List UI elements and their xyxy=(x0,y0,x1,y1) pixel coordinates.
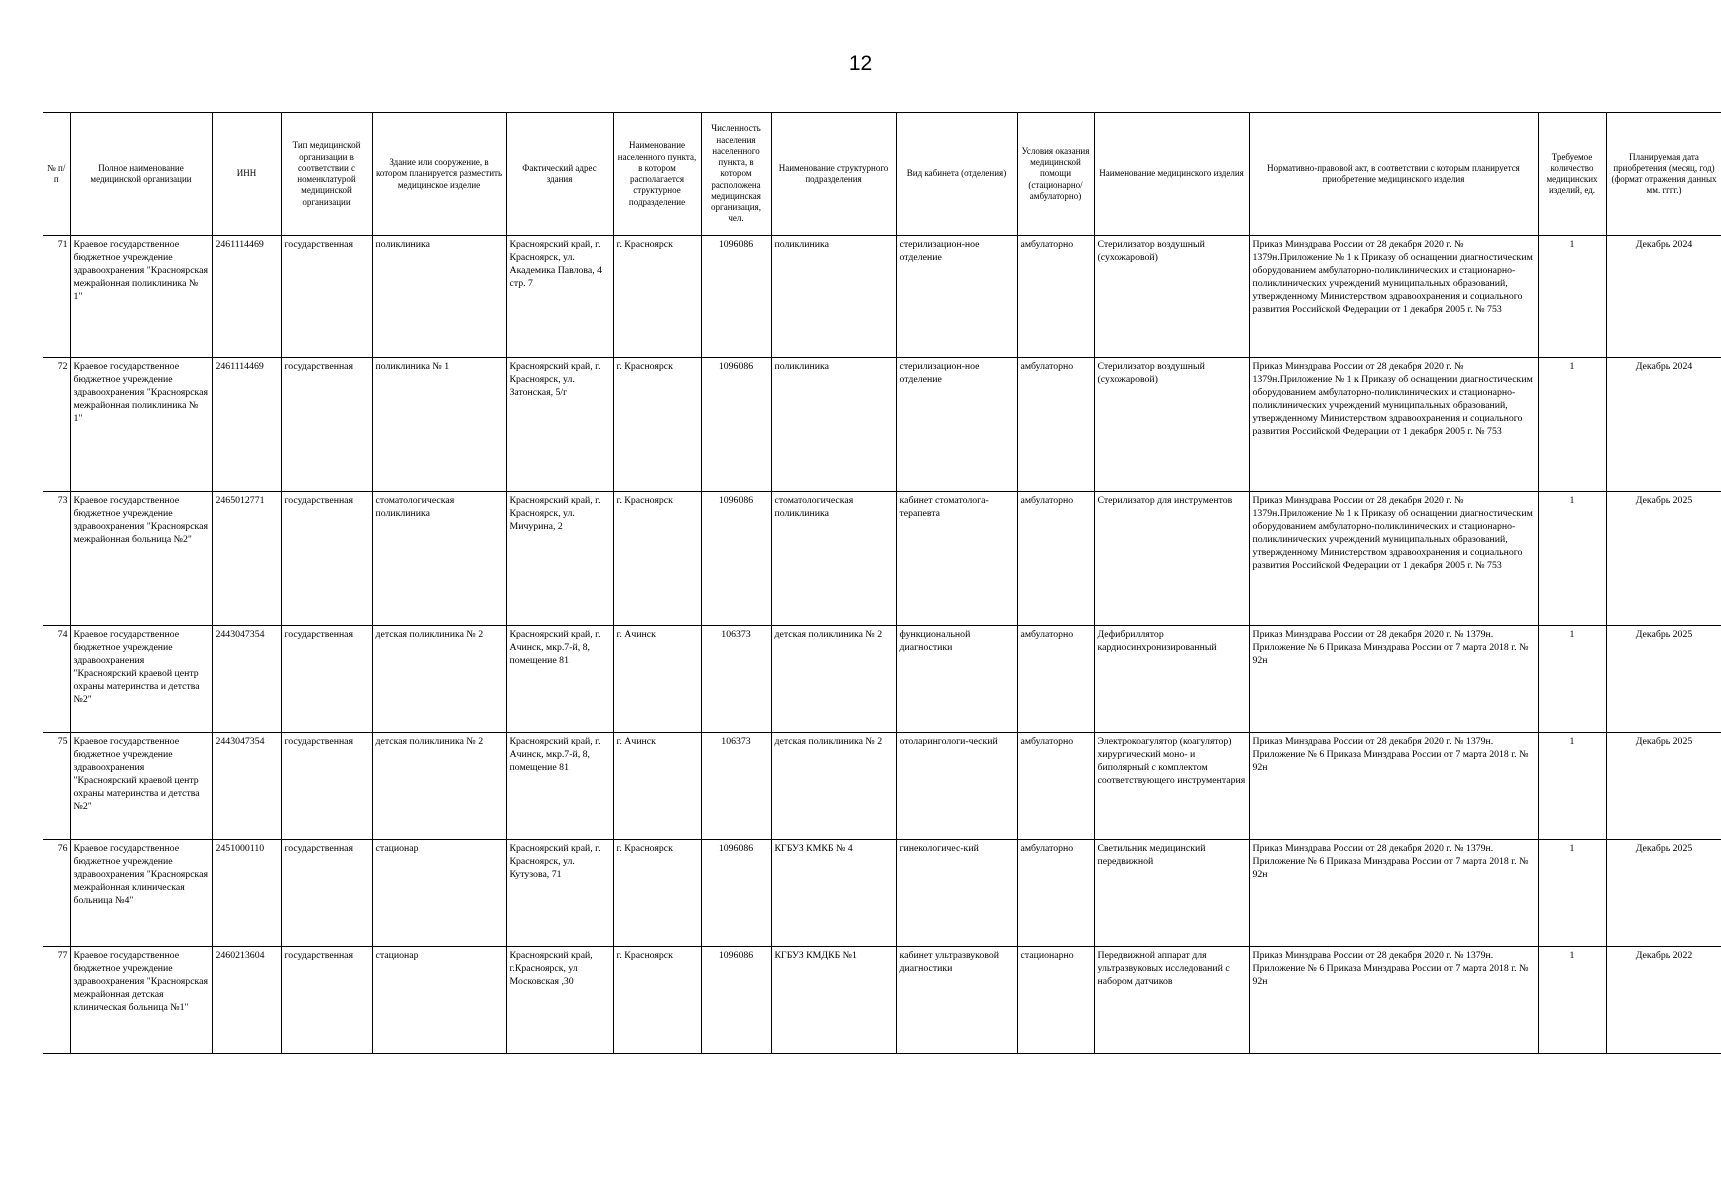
cell-num: 73 xyxy=(43,492,70,626)
table-row xyxy=(43,236,1721,358)
cell-inn: 2461114469 xyxy=(212,236,281,358)
cell-cabinet: гинекологичес-кий xyxy=(896,840,1017,947)
cell-device: Дефибриллятор кардиосинхронизированный xyxy=(1094,626,1249,733)
cell-org: Краевое государственное бюджетное учреждение здравоохранения "Красноярская межрайонная детская клиническая больница №1" xyxy=(70,947,212,1054)
cell-type: государственная xyxy=(281,626,372,733)
cell-inn: 2461114469 xyxy=(212,358,281,492)
cell-org: Краевое государственное бюджетное учреждение здравоохранения "Красноярская межрайонная клиническая больница №4" xyxy=(70,840,212,947)
cell-population: 1096086 xyxy=(701,947,771,1054)
cell-device: Стерилизатор воздушный (сухожаровой) xyxy=(1094,358,1249,492)
cell-qty: 1 xyxy=(1538,358,1606,492)
cell-building: стационар xyxy=(372,840,506,947)
cell-device: Светильник медицинский передвижной xyxy=(1094,840,1249,947)
header-qty: Требуемое количество медицинских изделий, ед. xyxy=(1538,113,1606,236)
table-row xyxy=(43,733,1721,840)
cell-population: 1096086 xyxy=(701,492,771,626)
header-conditions: Условия оказания медицинской помощи (стационарно/ амбулаторно) xyxy=(1017,113,1094,236)
cell-unit: поликлиника xyxy=(771,358,896,492)
cell-cabinet: стерилизацион-ное отделение xyxy=(896,358,1017,492)
cell-num: 71 xyxy=(43,236,70,358)
header-building: Здание или сооружение, в котором планируется разместить медицинское изделие xyxy=(372,113,506,236)
cell-population: 1096086 xyxy=(701,358,771,492)
cell-locality: г. Красноярск xyxy=(613,236,701,358)
cell-conditions: амбулаторно xyxy=(1017,626,1094,733)
cell-qty: 1 xyxy=(1538,947,1606,1054)
cell-type: государственная xyxy=(281,733,372,840)
cell-building: стационар xyxy=(372,947,506,1054)
cell-address: Красноярский край, г. Ачинск, мкр.7-й, 8, помещение 81 xyxy=(506,626,613,733)
cell-qty: 1 xyxy=(1538,840,1606,947)
cell-org: Краевое государственное бюджетное учреждение здравоохранения "Красноярская межрайонная поликлиника № 1" xyxy=(70,236,212,358)
cell-date: Декабрь 2025 xyxy=(1606,733,1721,840)
cell-device: Стерилизатор воздушный (сухожаровой) xyxy=(1094,236,1249,358)
cell-qty: 1 xyxy=(1538,236,1606,358)
header-num: № п/п xyxy=(43,113,70,236)
cell-org: Краевое государственное бюджетное учреждение здравоохранения "Красноярская межрайонная больница №2" xyxy=(70,492,212,626)
page-number: 12 xyxy=(848,52,873,75)
cell-num: 74 xyxy=(43,626,70,733)
header-act: Нормативно-правовой акт, в соответствии с которым планируется приобретение медицинского изделия xyxy=(1249,113,1538,236)
table-row xyxy=(43,626,1721,733)
cell-address: Красноярский край, г. Красноярск, ул. Кутузова, 71 xyxy=(506,840,613,947)
cell-unit: КГБУЗ КМДКБ №1 xyxy=(771,947,896,1054)
cell-population: 1096086 xyxy=(701,236,771,358)
cell-unit: детская поликлиника № 2 xyxy=(771,626,896,733)
cell-locality: г. Ачинск xyxy=(613,733,701,840)
cell-unit: детская поликлиника № 2 xyxy=(771,733,896,840)
cell-conditions: стационарно xyxy=(1017,947,1094,1054)
cell-locality: г. Красноярск xyxy=(613,840,701,947)
cell-inn: 2443047354 xyxy=(212,733,281,840)
table-row xyxy=(43,947,1721,1054)
cell-date: Декабрь 2024 xyxy=(1606,358,1721,492)
cell-conditions: амбулаторно xyxy=(1017,840,1094,947)
cell-building: детская поликлиника № 2 xyxy=(372,626,506,733)
cell-locality: г. Ачинск xyxy=(613,626,701,733)
header-date: Планируемая дата приобретения (месяц, год) (формат отражения данных мм. гггг.) xyxy=(1606,113,1721,236)
cell-conditions: амбулаторно xyxy=(1017,492,1094,626)
header-population: Численность населения населенного пункта, в котором расположена медицинская организация, чел. xyxy=(701,113,771,236)
cell-num: 76 xyxy=(43,840,70,947)
cell-locality: г. Красноярск xyxy=(613,358,701,492)
cell-cabinet: функциональной диагностики xyxy=(896,626,1017,733)
header-type: Тип медицинской организации в соответствии с номенклатурой медицинской организации xyxy=(281,113,372,236)
cell-num: 75 xyxy=(43,733,70,840)
cell-type: государственная xyxy=(281,492,372,626)
cell-building: детская поликлиника № 2 xyxy=(372,733,506,840)
cell-qty: 1 xyxy=(1538,492,1606,626)
cell-address: Красноярский край, г. Красноярск, ул. Академика Павлова, 4 стр. 7 xyxy=(506,236,613,358)
cell-device: Стерилизатор для инструментов xyxy=(1094,492,1249,626)
cell-org: Краевое государственное бюджетное учреждение здравоохранения "Красноярская межрайонная поликлиника № 1" xyxy=(70,358,212,492)
cell-date: Декабрь 2022 xyxy=(1606,947,1721,1054)
cell-act: Приказ Минздрава России от 28 декабря 2020 г. № 1379н. Приложение № 6 Приказа Минздрава России от 7 марта 2018 г. № 92н xyxy=(1249,840,1538,947)
cell-unit: КГБУЗ КМКБ № 4 xyxy=(771,840,896,947)
cell-address: Красноярский край, г.Красноярск, ул Московская ,30 xyxy=(506,947,613,1054)
header-inn: ИНН xyxy=(212,113,281,236)
cell-act: Приказ Минздрава России от 28 декабря 2020 г. № 1379н. Приложение № 6 Приказа Минздрава России от 7 марта 2018 г. № 92н xyxy=(1249,733,1538,840)
header-address: Фактический адрес здания xyxy=(506,113,613,236)
cell-type: государственная xyxy=(281,840,372,947)
cell-type: государственная xyxy=(281,358,372,492)
cell-act: Приказ Минздрава России от 28 декабря 2020 г. № 1379н.Приложение № 1 к Приказу об оснащении диагностическим оборудованием амбулаторно-поликлинических и стационарно-поликлинических учреждений муниципальных образований, утвержденному Министерством здравоохранения и социального развития Российской Федерации от 1 декабря 2005 г. № 753 xyxy=(1249,492,1538,626)
table-row xyxy=(43,840,1721,947)
cell-type: государственная xyxy=(281,947,372,1054)
cell-date: Декабрь 2025 xyxy=(1606,840,1721,947)
cell-act: Приказ Минздрава России от 28 декабря 2020 г. № 1379н.Приложение № 1 к Приказу об оснащении диагностическим оборудованием амбулаторно-поликлинических и стационарно-поликлинических учреждений муниципальных образований, утвержденному Министерством здравоохранения и социального развития Российской Федерации от 1 декабря 2005 г. № 753 xyxy=(1249,358,1538,492)
cell-type: государственная xyxy=(281,236,372,358)
cell-building: поликлиника № 1 xyxy=(372,358,506,492)
cell-cabinet: кабинет ультразвуковой диагностики xyxy=(896,947,1017,1054)
cell-device: Передвижной аппарат для ультразвуковых исследований с набором датчиков xyxy=(1094,947,1249,1054)
cell-org: Краевое государственное бюджетное учреждение здравоохранения "Красноярский краевой центр охраны материнства и детства №2" xyxy=(70,626,212,733)
equipment-table xyxy=(43,112,1721,1054)
cell-cabinet: отоларингологи-ческий xyxy=(896,733,1017,840)
cell-num: 77 xyxy=(43,947,70,1054)
cell-inn: 2465012771 xyxy=(212,492,281,626)
table-header-row xyxy=(43,113,1721,236)
cell-act: Приказ Минздрава России от 28 декабря 2020 г. № 1379н. Приложение № 6 Приказа Минздрава России от 7 марта 2018 г. № 92н xyxy=(1249,947,1538,1054)
cell-date: Декабрь 2025 xyxy=(1606,626,1721,733)
cell-locality: г. Красноярск xyxy=(613,947,701,1054)
cell-date: Декабрь 2025 xyxy=(1606,492,1721,626)
cell-inn: 2460213604 xyxy=(212,947,281,1054)
cell-inn: 2443047354 xyxy=(212,626,281,733)
cell-building: поликлиника xyxy=(372,236,506,358)
cell-act: Приказ Минздрава России от 28 декабря 2020 г. № 1379н. Приложение № 6 Приказа Минздрава России от 7 марта 2018 г. № 92н xyxy=(1249,626,1538,733)
cell-unit: поликлиника xyxy=(771,236,896,358)
header-cabinet: Вид кабинета (отделения) xyxy=(896,113,1017,236)
cell-address: Красноярский край, г. Ачинск, мкр.7-й, 8, помещение 81 xyxy=(506,733,613,840)
header-locality: Наименование населенного пункта, в котором располагается структурное подразделение xyxy=(613,113,701,236)
cell-cabinet: стерилизацион-ное отделение xyxy=(896,236,1017,358)
cell-unit: стоматологическая поликлиника xyxy=(771,492,896,626)
cell-conditions: амбулаторно xyxy=(1017,358,1094,492)
cell-population: 106373 xyxy=(701,733,771,840)
cell-cabinet: кабинет стоматолога-терапевта xyxy=(896,492,1017,626)
cell-building: стоматологическая поликлиника xyxy=(372,492,506,626)
cell-act: Приказ Минздрава России от 28 декабря 2020 г. № 1379н.Приложение № 1 к Приказу об оснащении диагностическим оборудованием амбулаторно-поликлинических и стационарно-поликлинических учреждений муниципальных образований, утвержденному Министерством здравоохранения и социального развития Российской Федерации от 1 декабря 2005 г. № 753 xyxy=(1249,236,1538,358)
header-unit: Наименование структурного подразделения xyxy=(771,113,896,236)
cell-qty: 1 xyxy=(1538,626,1606,733)
cell-inn: 2451000110 xyxy=(212,840,281,947)
header-device: Наименование медицинского изделия xyxy=(1094,113,1249,236)
cell-address: Красноярский край, г. Красноярск, ул. Мичурина, 2 xyxy=(506,492,613,626)
cell-conditions: амбулаторно xyxy=(1017,236,1094,358)
header-org: Полное наименование медицинской организации xyxy=(70,113,212,236)
cell-address: Красноярский край, г. Красноярск, ул. Затонская, 5/г xyxy=(506,358,613,492)
cell-conditions: амбулаторно xyxy=(1017,733,1094,840)
cell-date: Декабрь 2024 xyxy=(1606,236,1721,358)
table-row xyxy=(43,492,1721,626)
table-row xyxy=(43,358,1721,492)
cell-population: 1096086 xyxy=(701,840,771,947)
cell-org: Краевое государственное бюджетное учреждение здравоохранения "Красноярский краевой центр охраны материнства и детства №2" xyxy=(70,733,212,840)
cell-num: 72 xyxy=(43,358,70,492)
cell-qty: 1 xyxy=(1538,733,1606,840)
cell-locality: г. Красноярск xyxy=(613,492,701,626)
cell-device: Электрокоагулятор (коагулятор) хирургический моно- и биполярный с комплектом соответствующего инструментария xyxy=(1094,733,1249,840)
cell-population: 106373 xyxy=(701,626,771,733)
